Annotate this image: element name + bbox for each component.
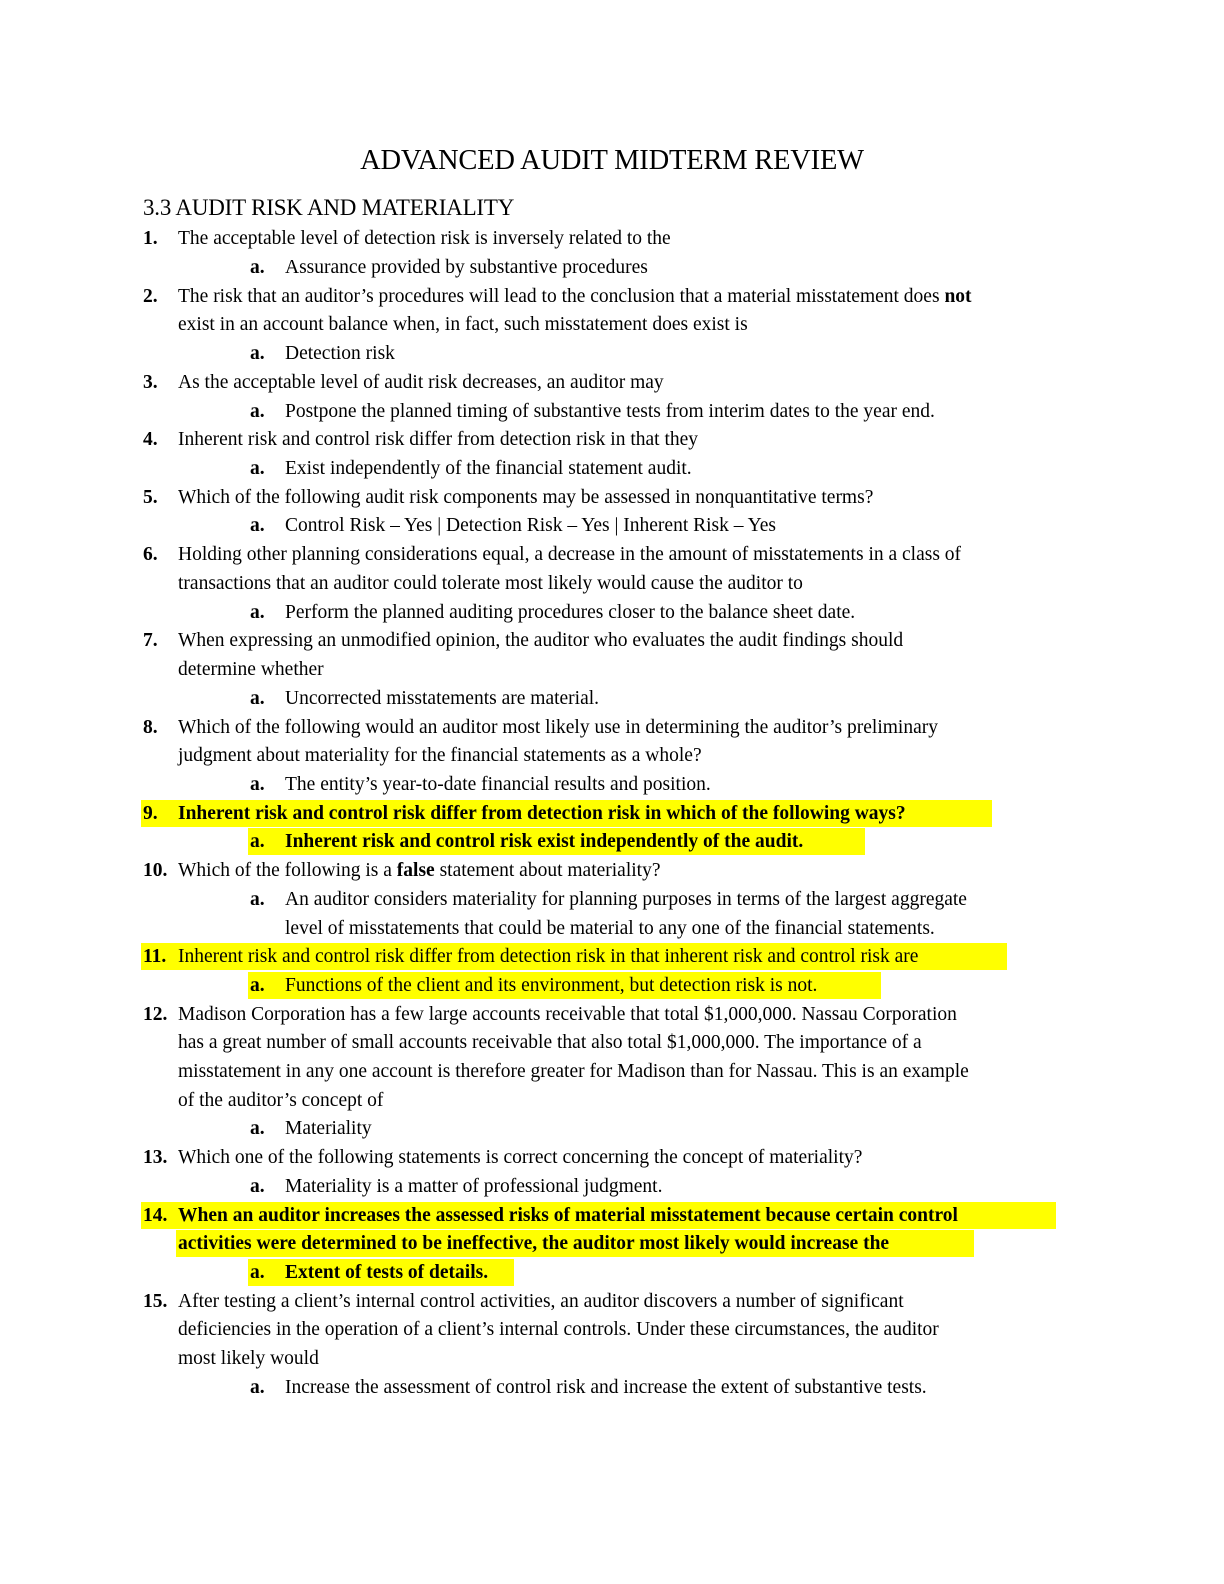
question-text: transactions that an auditor could tolerate most likely would cause the auditor to: [178, 573, 803, 594]
answer-letter: a.: [250, 515, 265, 536]
answer-text: Functions of the client and its environment, but detection risk is not.: [285, 975, 818, 996]
question-number: 9.: [143, 803, 158, 824]
question-number: 14.: [143, 1205, 168, 1226]
question-number: 15.: [143, 1291, 168, 1312]
answer-text: Increase the assessment of control risk and increase the extent of substantive tests.: [285, 1377, 927, 1398]
question-text: Inherent risk and control risk differ from detection risk in that inherent risk and control risk are: [178, 946, 919, 967]
question-text: Which one of the following statements is correct concerning the concept of materiality?: [178, 1147, 863, 1168]
answer-letter: a.: [250, 1118, 265, 1139]
answer-text: An auditor considers materiality for planning purposes in terms of the largest aggregate: [285, 889, 967, 910]
question-text: activities were determined to be ineffective, the auditor most likely would increase the: [178, 1233, 890, 1254]
answer-letter: a.: [250, 1176, 265, 1197]
answer-letter: a.: [250, 889, 265, 910]
question-number: 3.: [143, 372, 158, 393]
question-text: Holding other planning considerations equal, a decrease in the amount of misstatements in a class of: [178, 544, 962, 565]
question-number: 7.: [143, 630, 158, 651]
answer-text: Materiality is a matter of professional judgment.: [285, 1176, 663, 1197]
question-number: 11.: [143, 946, 167, 967]
question-text: After testing a client’s internal control activities, an auditor discovers a number of significant: [178, 1291, 904, 1312]
question-text: [178, 856, 661, 885]
answer-text: The entity’s year-to-date financial results and position.: [285, 774, 711, 795]
answer-letter: a.: [250, 831, 265, 852]
question-text: When expressing an unmodified opinion, the auditor who evaluates the audit findings should: [178, 630, 904, 651]
answer-text: Detection risk: [285, 343, 395, 364]
answer-text: Control Risk – Yes | Detection Risk – Yes | Inherent Risk – Yes: [285, 515, 777, 536]
question-text: misstatement in any one account is therefore greater for Madison than for Nassau. This is an example: [178, 1061, 969, 1082]
answer-text: Assurance provided by substantive procedures: [285, 257, 648, 278]
answer-letter: a.: [250, 1262, 265, 1283]
answer-letter: a.: [250, 774, 265, 795]
question-text-part: statement about materiality?: [439, 860, 661, 881]
question-text: As the acceptable level of audit risk decreases, an auditor may: [178, 372, 664, 393]
question-number: 10.: [143, 860, 168, 881]
question-number: 6.: [143, 544, 158, 565]
answer-text: Perform the planned auditing procedures closer to the balance sheet date.: [285, 602, 856, 623]
question-text: most likely would: [178, 1348, 319, 1369]
answer-letter: a.: [250, 401, 265, 422]
question-text: Inherent risk and control risk differ from detection risk in that they: [178, 429, 699, 450]
question-number: 12.: [143, 1004, 168, 1025]
answer-letter: a.: [250, 688, 265, 709]
question-text: Which of the following would an auditor most likely use in determining the auditor’s preliminary: [178, 717, 938, 738]
question-text: deficiencies in the operation of a client’s internal controls. Under these circumstances, the auditor: [178, 1319, 939, 1340]
answer-letter: a.: [250, 975, 265, 996]
question-text: of the auditor’s concept of: [178, 1090, 384, 1111]
question-text: The acceptable level of detection risk is inversely related to the: [178, 228, 671, 249]
question-text: exist in an account balance when, in fact, such misstatement does exist is: [178, 314, 748, 335]
question-text: When an auditor increases the assessed risks of material misstatement because certain control: [178, 1205, 958, 1226]
answer-letter: a.: [250, 602, 265, 623]
answer-text: Materiality: [285, 1118, 372, 1139]
question-text: judgment about materiality for the financial statements as a whole?: [178, 745, 702, 766]
answer-text: Inherent risk and control risk exist independently of the audit.: [285, 831, 804, 852]
question-number: 5.: [143, 487, 158, 508]
answer-letter: a.: [250, 458, 265, 479]
question-number: 2.: [143, 286, 158, 307]
question-number: 1.: [143, 228, 158, 249]
answer-text: Extent of tests of details.: [285, 1262, 489, 1283]
answer-text: Exist independently of the financial statement audit.: [285, 458, 692, 479]
question-text-part: The risk that an auditor’s procedures will lead to the conclusion that a material misstatement does: [178, 286, 940, 307]
section-heading: 3.3 AUDIT RISK AND MATERIALITY: [143, 195, 515, 220]
question-text: has a great number of small accounts receivable that also total $1,000,000. The importance of a: [178, 1032, 922, 1053]
question-emphasis: false: [396, 860, 435, 881]
document-title: ADVANCED AUDIT MIDTERM REVIEW: [360, 145, 864, 176]
question-emphasis: not: [944, 286, 972, 307]
question-text: determine whether: [178, 659, 324, 680]
answer-text: level of misstatements that could be material to any one of the financial statements.: [285, 918, 935, 939]
question-text: Madison Corporation has a few large accounts receivable that total $1,000,000. Nassau Corporation: [178, 1004, 957, 1025]
answer-text: Postpone the planned timing of substantive tests from interim dates to the year end.: [285, 401, 935, 422]
answer-letter: a.: [250, 257, 265, 278]
question-text: [178, 282, 972, 311]
answer-letter: a.: [250, 1377, 265, 1398]
answer-letter: a.: [250, 343, 265, 364]
question-text-part: Which of the following is a: [178, 860, 392, 881]
answer-text: Uncorrected misstatements are material.: [285, 688, 600, 709]
question-text: Which of the following audit risk components may be assessed in nonquantitative terms?: [178, 487, 874, 508]
question-number: 8.: [143, 717, 158, 738]
question-text: Inherent risk and control risk differ from detection risk in which of the following ways?: [178, 803, 906, 824]
question-number: 4.: [143, 429, 158, 450]
question-number: 13.: [143, 1147, 168, 1168]
